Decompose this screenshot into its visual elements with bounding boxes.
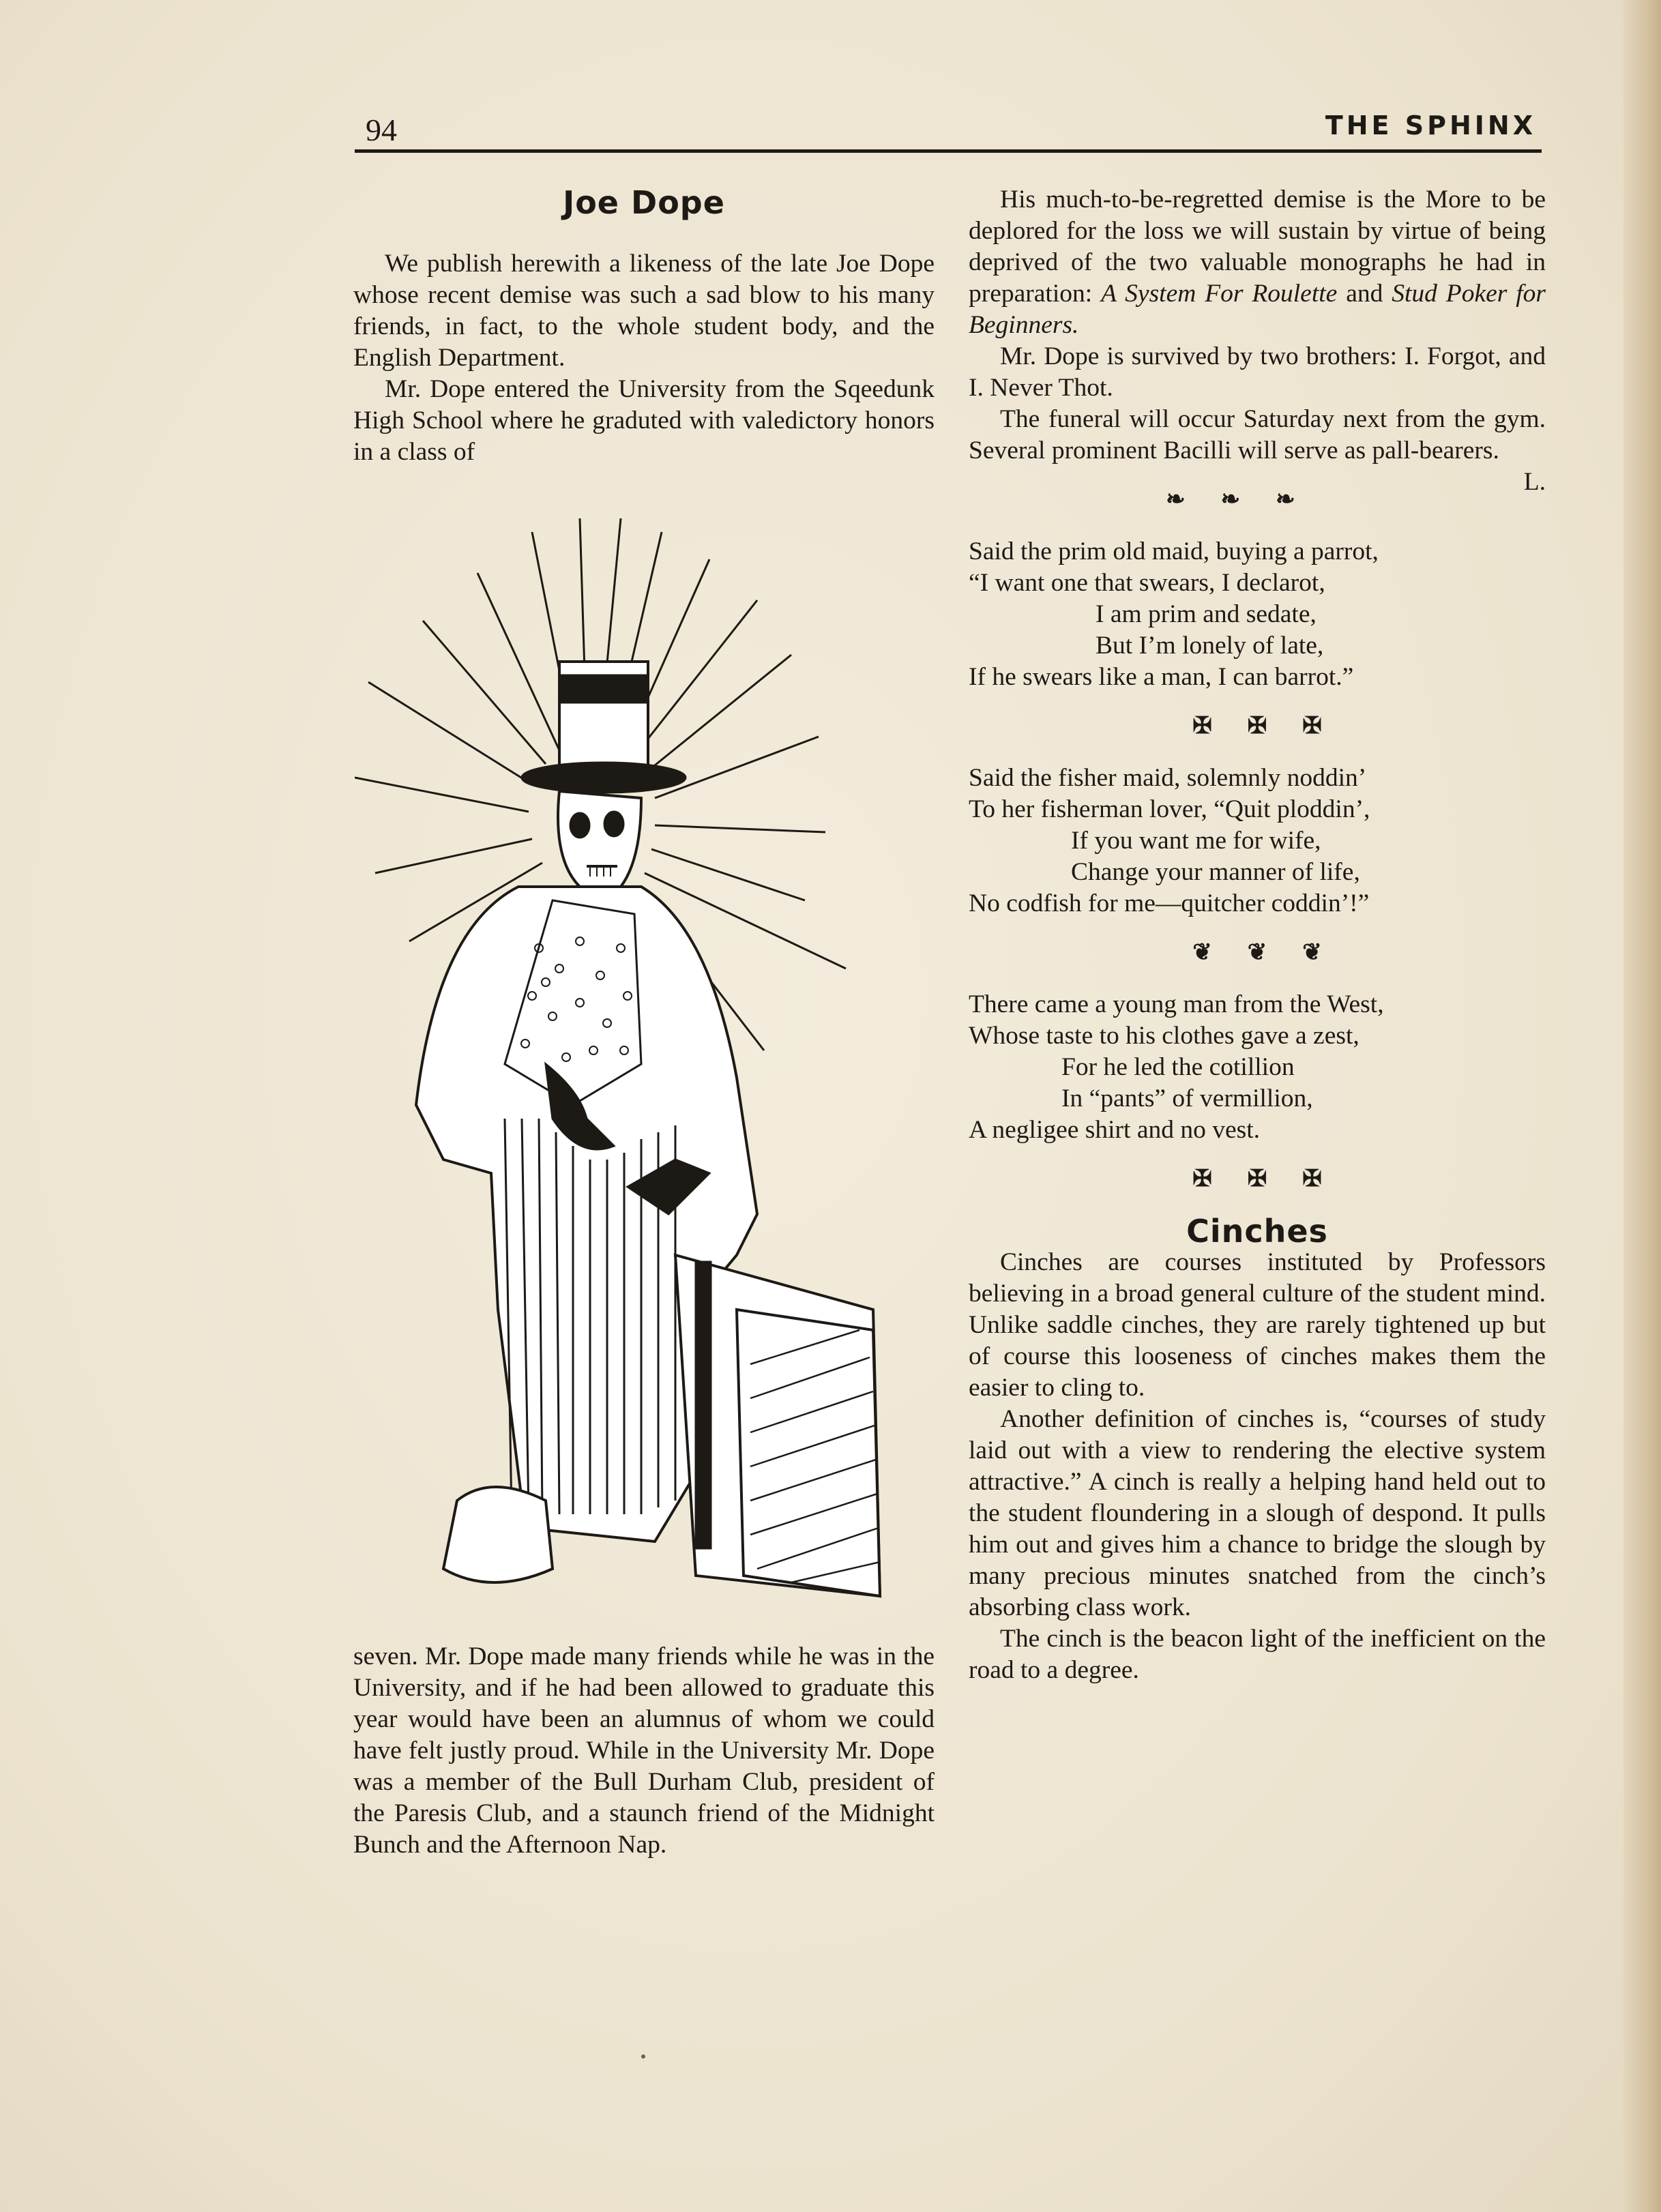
poem-line: If he swears like a man, I can barrot.” [969, 663, 1354, 691]
page-edge-shadow [1623, 0, 1661, 2212]
poem-line: To her fisherman lover, “Quit ploddin’, [969, 795, 1370, 823]
limerick-young-man [969, 989, 1546, 1146]
text-span: His much-to-be-regretted demise is the More to be deplored for the loss we will sustain by virtue of being deprived of the two valuable monographs he had in preparation: [969, 186, 1546, 308]
left-column-bottom [353, 1641, 935, 1861]
poem-line: There came a young man from the West, [969, 990, 1384, 1018]
poem-line: A negligee shirt and no vest. [969, 1116, 1261, 1144]
paragraph [969, 404, 1546, 496]
paragraph: seven. Mr. Dope made many friends while he was in the University, and if he had been allowed to graduate this year would have been an alumnus of whom we could have felt justly proud. While in the University Mr. Dope was a member of the Bull Durham Club, president of the Paresis Club, and a staunch friend of the Midnight Bunch and the Afternoon Nap. [353, 1642, 935, 1859]
header-rule [355, 149, 1542, 153]
right-column [969, 184, 1546, 1686]
ornament-divider: ✠✠✠ [1192, 1166, 1357, 1192]
poem-line: If you want me for wife, [1071, 827, 1321, 855]
limerick-fisher-maid [969, 763, 1546, 919]
left-column-top [353, 248, 935, 468]
ornament-divider: ❦❦❦ [1192, 940, 1357, 965]
paragraph: Another definition of cinches is, “courses of study laid out with a view to rendering the elective system attractive.” A cinch is really a helping hand held out to the student floundering in a slough of despond. It pulls him out and gives him a chance to bridge the slough by many precious minutes snatched from the cinch’s absorbing class work. [969, 1405, 1546, 1621]
poem-line: I am prim and sedate, [1096, 600, 1317, 628]
page-number: 94 [366, 113, 397, 147]
skeleton-illustration [355, 505, 928, 1623]
text-span: The funeral will occur Saturday next from the gym. Several prominent Bacilli will serve as pall-bearers. [969, 405, 1546, 464]
poem-line: For he led the cotillion [1061, 1053, 1295, 1081]
paragraph: Cinches are courses instituted by Professors believing in a broad general culture of the student mind. Unlike saddle cinches, they are rarely tightened up but of course this looseness of cinches makes them the easier to cling to. [969, 1248, 1546, 1402]
article-title-cinches: Cinches [1186, 1213, 1328, 1250]
text-span: and [1346, 280, 1383, 308]
book-title-roulette: A System For Roulette [1101, 280, 1338, 308]
paragraph: We publish herewith a likeness of the late Joe Dope whose recent demise was such a sad blow to his many friends, in fact, to the whole student body, and the English Department. [353, 250, 935, 372]
poem-line: Change your manner of life, [1071, 858, 1360, 886]
signature: L. [1523, 468, 1546, 496]
paragraph: Mr. Dope is survived by two brothers: I. Forgot, and I. Never Thot. [969, 342, 1546, 402]
ink-speck [641, 2054, 645, 2059]
running-head: THE SPHINX [1325, 110, 1536, 141]
poem-line: Said the fisher maid, solemnly noddin’ [969, 764, 1367, 792]
paragraph [969, 184, 1546, 341]
poem-line: Whose taste to his clothes gave a zest, [969, 1022, 1359, 1050]
poem-line: Said the prim old maid, buying a parrot, [969, 537, 1379, 565]
article-title-joe-dope: Joe Dope [563, 184, 725, 221]
poem-line: But I’m lonely of late, [1096, 632, 1324, 660]
poem-line: In “pants” of vermillion, [1061, 1085, 1313, 1112]
limerick-parrot [969, 536, 1546, 693]
ornament-divider: ❧❧❧ [1166, 487, 1331, 512]
book-title-stud-poker: Stud Poker for Beginners. [969, 280, 1546, 339]
poem-line: No codfish for me—quitcher coddin’!” [969, 889, 1370, 917]
poem-line: “I want one that swears, I declarot, [969, 569, 1325, 597]
paragraph: Mr. Dope entered the University from the Sqeedunk High School where he graduted with valedictory honors in a class of [353, 375, 935, 466]
ornament-divider: ✠✠✠ [1192, 713, 1357, 739]
paragraph: The cinch is the beacon light of the inefficient on the road to a degree. [969, 1625, 1546, 1684]
page-header [355, 108, 1542, 149]
